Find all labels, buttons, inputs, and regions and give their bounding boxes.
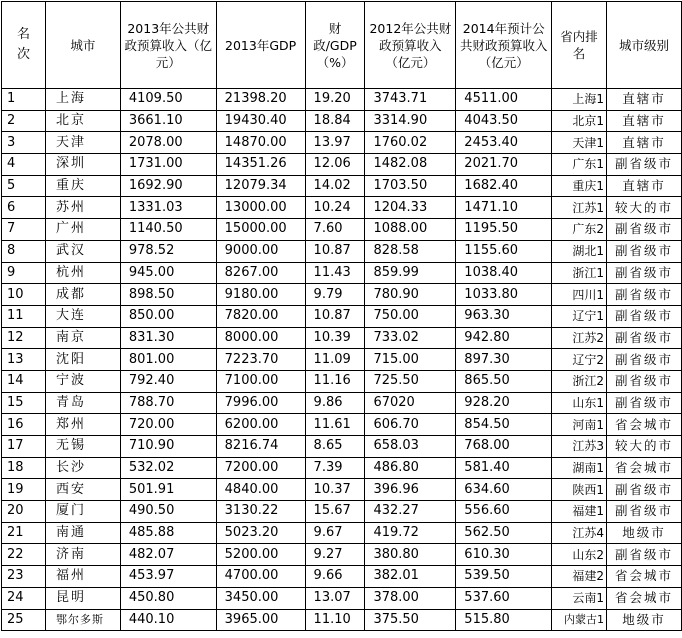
province-rank-cell: 江苏3 xyxy=(552,436,607,458)
table-row xyxy=(2,587,682,609)
gdp-2013-cell: 8216.74 xyxy=(216,436,305,458)
header-gdp-2013: 2013年GDP xyxy=(216,2,305,89)
revenue-2014-cell: 539.50 xyxy=(456,566,552,588)
province-rank-cell: 北京1 xyxy=(552,110,607,132)
city-cell: 长沙 xyxy=(45,457,120,479)
revenue-2012-cell: 67020 xyxy=(365,392,456,414)
rank-cell: 1 xyxy=(2,89,46,111)
city-cell: 天津 xyxy=(45,132,120,154)
city-cell: 北京 xyxy=(45,110,120,132)
city-level-cell: 副省级市 xyxy=(607,544,682,566)
rank-cell: 9 xyxy=(2,262,46,284)
table-row xyxy=(2,609,682,630)
ratio-cell: 12.06 xyxy=(305,154,365,176)
gdp-2013-cell: 14870.00 xyxy=(216,132,305,154)
rank-cell: 16 xyxy=(2,414,46,436)
table-row xyxy=(2,370,682,392)
revenue-2013-cell: 4109.50 xyxy=(120,89,216,111)
city-cell: 西安 xyxy=(45,479,120,501)
revenue-2012-cell: 396.96 xyxy=(365,479,456,501)
city-level-cell: 副省级市 xyxy=(607,284,682,306)
city-level-cell: 省会城市 xyxy=(607,414,682,436)
city-level-cell: 副省级市 xyxy=(607,370,682,392)
revenue-2014-cell: 854.50 xyxy=(456,414,552,436)
table-row xyxy=(2,89,682,111)
revenue-2012-cell: 725.50 xyxy=(365,370,456,392)
city-cell: 鄂尔多斯 xyxy=(45,609,120,630)
revenue-2014-cell: 537.60 xyxy=(456,587,552,609)
ratio-cell: 10.37 xyxy=(305,479,365,501)
rank-cell: 7 xyxy=(2,219,46,241)
revenue-2013-cell: 831.30 xyxy=(120,327,216,349)
revenue-2013-cell: 898.50 xyxy=(120,284,216,306)
rank-cell: 10 xyxy=(2,284,46,306)
revenue-2013-cell: 532.02 xyxy=(120,457,216,479)
revenue-2014-cell: 2453.40 xyxy=(456,132,552,154)
revenue-2012-cell: 3314.90 xyxy=(365,110,456,132)
gdp-2013-cell: 7996.00 xyxy=(216,392,305,414)
revenue-2013-cell: 1692.90 xyxy=(120,175,216,197)
ratio-cell: 10.87 xyxy=(305,305,365,327)
province-rank-cell: 重庆1 xyxy=(552,175,607,197)
rank-cell: 12 xyxy=(2,327,46,349)
table-row xyxy=(2,305,682,327)
rank-cell: 19 xyxy=(2,479,46,501)
city-cell: 大连 xyxy=(45,305,120,327)
revenue-2013-cell: 485.88 xyxy=(120,522,216,544)
gdp-2013-cell: 8267.00 xyxy=(216,262,305,284)
gdp-2013-cell: 9180.00 xyxy=(216,284,305,306)
revenue-2014-cell: 1033.80 xyxy=(456,284,552,306)
header-revenue-2013: 2013年公共财政预算收入（亿元） xyxy=(120,2,216,89)
table-row xyxy=(2,240,682,262)
revenue-2012-cell: 715.00 xyxy=(365,349,456,371)
ratio-cell: 18.84 xyxy=(305,110,365,132)
city-cell: 宁波 xyxy=(45,370,120,392)
province-rank-cell: 河南1 xyxy=(552,414,607,436)
revenue-2013-cell: 450.80 xyxy=(120,587,216,609)
province-rank-cell: 湖南1 xyxy=(552,457,607,479)
header-row xyxy=(2,2,682,89)
rank-cell: 11 xyxy=(2,305,46,327)
gdp-2013-cell: 7223.70 xyxy=(216,349,305,371)
gdp-2013-cell: 3965.00 xyxy=(216,609,305,630)
city-level-cell: 副省级市 xyxy=(607,305,682,327)
revenue-2014-cell: 581.40 xyxy=(456,457,552,479)
city-level-cell: 副省级市 xyxy=(607,262,682,284)
city-cell: 福州 xyxy=(45,566,120,588)
ratio-cell: 7.39 xyxy=(305,457,365,479)
ratio-cell: 11.16 xyxy=(305,370,365,392)
province-rank-cell: 山东1 xyxy=(552,392,607,414)
revenue-2012-cell: 1760.02 xyxy=(365,132,456,154)
gdp-2013-cell: 21398.20 xyxy=(216,89,305,111)
city-cell: 杭州 xyxy=(45,262,120,284)
city-level-cell: 副省级市 xyxy=(607,501,682,523)
table-row xyxy=(2,262,682,284)
province-rank-cell: 陕西1 xyxy=(552,479,607,501)
gdp-2013-cell: 19430.40 xyxy=(216,110,305,132)
table-row xyxy=(2,349,682,371)
rank-cell: 13 xyxy=(2,349,46,371)
city-cell: 重庆 xyxy=(45,175,120,197)
revenue-2014-cell: 562.50 xyxy=(456,522,552,544)
ratio-cell: 10.39 xyxy=(305,327,365,349)
rank-cell: 21 xyxy=(2,522,46,544)
revenue-2014-cell: 963.30 xyxy=(456,305,552,327)
city-cell: 郑州 xyxy=(45,414,120,436)
city-level-cell: 较大的市 xyxy=(607,436,682,458)
revenue-2013-cell: 453.97 xyxy=(120,566,216,588)
city-level-cell: 直辖市 xyxy=(607,132,682,154)
ratio-cell: 10.87 xyxy=(305,240,365,262)
rank-cell: 24 xyxy=(2,587,46,609)
table-row xyxy=(2,457,682,479)
rank-cell: 23 xyxy=(2,566,46,588)
table-row xyxy=(2,197,682,219)
province-rank-cell: 湖北1 xyxy=(552,240,607,262)
revenue-2013-cell: 1140.50 xyxy=(120,219,216,241)
city-cell: 济南 xyxy=(45,544,120,566)
gdp-2013-cell: 5023.20 xyxy=(216,522,305,544)
gdp-2013-cell: 14351.26 xyxy=(216,154,305,176)
rank-cell: 2 xyxy=(2,110,46,132)
ratio-cell: 11.09 xyxy=(305,349,365,371)
header-province-rank: 省内排名 xyxy=(552,2,607,89)
revenue-2014-cell: 515.80 xyxy=(456,609,552,630)
city-cell: 昆明 xyxy=(45,587,120,609)
ratio-cell: 9.67 xyxy=(305,522,365,544)
province-rank-cell: 福建2 xyxy=(552,566,607,588)
gdp-2013-cell: 6200.00 xyxy=(216,414,305,436)
city-level-cell: 副省级市 xyxy=(607,240,682,262)
revenue-2014-cell: 610.30 xyxy=(456,544,552,566)
revenue-2013-cell: 2078.00 xyxy=(120,132,216,154)
revenue-2013-cell: 1731.00 xyxy=(120,154,216,176)
city-level-cell: 副省级市 xyxy=(607,219,682,241)
city-level-cell: 地级市 xyxy=(607,522,682,544)
header-revenue-2014: 2014年预计公共财政预算收入（亿元） xyxy=(456,2,552,89)
rank-cell: 14 xyxy=(2,370,46,392)
header-ratio: 财政/GDP（%） xyxy=(305,2,365,89)
revenue-2012-cell: 1703.50 xyxy=(365,175,456,197)
city-level-cell: 地级市 xyxy=(607,609,682,630)
revenue-2012-cell: 780.90 xyxy=(365,284,456,306)
revenue-2014-cell: 942.80 xyxy=(456,327,552,349)
province-rank-cell: 浙江1 xyxy=(552,262,607,284)
city-cell: 沈阳 xyxy=(45,349,120,371)
rank-cell: 15 xyxy=(2,392,46,414)
province-rank-cell: 江苏2 xyxy=(552,327,607,349)
city-cell: 武汉 xyxy=(45,240,120,262)
province-rank-cell: 江苏1 xyxy=(552,197,607,219)
city-level-cell: 直辖市 xyxy=(607,89,682,111)
revenue-2013-cell: 1331.03 xyxy=(120,197,216,219)
ratio-cell: 11.61 xyxy=(305,414,365,436)
ratio-cell: 15.67 xyxy=(305,501,365,523)
table-row xyxy=(2,132,682,154)
revenue-2014-cell: 1038.40 xyxy=(456,262,552,284)
gdp-2013-cell: 7820.00 xyxy=(216,305,305,327)
revenue-2013-cell: 945.00 xyxy=(120,262,216,284)
city-level-cell: 副省级市 xyxy=(607,392,682,414)
gdp-2013-cell: 7200.00 xyxy=(216,457,305,479)
revenue-2013-cell: 501.91 xyxy=(120,479,216,501)
revenue-2012-cell: 378.00 xyxy=(365,587,456,609)
table-row xyxy=(2,284,682,306)
revenue-2013-cell: 710.90 xyxy=(120,436,216,458)
revenue-2012-cell: 380.80 xyxy=(365,544,456,566)
province-rank-cell: 辽宁2 xyxy=(552,349,607,371)
revenue-2012-cell: 828.58 xyxy=(365,240,456,262)
city-level-cell: 较大的市 xyxy=(607,197,682,219)
header-city-level: 城市级别 xyxy=(607,2,682,89)
revenue-2014-cell: 1682.40 xyxy=(456,175,552,197)
rank-cell: 4 xyxy=(2,154,46,176)
rank-cell: 22 xyxy=(2,544,46,566)
city-cell: 南通 xyxy=(45,522,120,544)
province-rank-cell: 广东1 xyxy=(552,154,607,176)
gdp-2013-cell: 5200.00 xyxy=(216,544,305,566)
city-level-cell: 省会城市 xyxy=(607,457,682,479)
province-rank-cell: 江苏4 xyxy=(552,522,607,544)
city-cell: 苏州 xyxy=(45,197,120,219)
revenue-2012-cell: 750.00 xyxy=(365,305,456,327)
city-cell: 深圳 xyxy=(45,154,120,176)
rank-cell: 18 xyxy=(2,457,46,479)
province-rank-cell: 山东2 xyxy=(552,544,607,566)
revenue-2014-cell: 2021.70 xyxy=(456,154,552,176)
revenue-2012-cell: 419.72 xyxy=(365,522,456,544)
ratio-cell: 7.60 xyxy=(305,219,365,241)
table-row xyxy=(2,110,682,132)
header-revenue-2012: 2012年公共财政预算收入（亿元） xyxy=(365,2,456,89)
revenue-2014-cell: 634.60 xyxy=(456,479,552,501)
ratio-cell: 11.43 xyxy=(305,262,365,284)
revenue-2012-cell: 486.80 xyxy=(365,457,456,479)
revenue-2012-cell: 606.70 xyxy=(365,414,456,436)
ratio-cell: 11.10 xyxy=(305,609,365,630)
ratio-cell: 8.65 xyxy=(305,436,365,458)
revenue-2012-cell: 1088.00 xyxy=(365,219,456,241)
table-row xyxy=(2,392,682,414)
revenue-2014-cell: 928.20 xyxy=(456,392,552,414)
rank-cell: 8 xyxy=(2,240,46,262)
gdp-2013-cell: 15000.00 xyxy=(216,219,305,241)
revenue-2014-cell: 1471.10 xyxy=(456,197,552,219)
revenue-2012-cell: 375.50 xyxy=(365,609,456,630)
ratio-cell: 9.79 xyxy=(305,284,365,306)
rank-cell: 3 xyxy=(2,132,46,154)
province-rank-cell: 四川1 xyxy=(552,284,607,306)
city-cell: 南京 xyxy=(45,327,120,349)
rank-cell: 17 xyxy=(2,436,46,458)
gdp-2013-cell: 13000.00 xyxy=(216,197,305,219)
province-rank-cell: 云南1 xyxy=(552,587,607,609)
header-city: 城市 xyxy=(45,2,120,89)
city-cell: 无锡 xyxy=(45,436,120,458)
revenue-2014-cell: 1155.60 xyxy=(456,240,552,262)
gdp-2013-cell: 4840.00 xyxy=(216,479,305,501)
revenue-2014-cell: 556.60 xyxy=(456,501,552,523)
city-cell: 广州 xyxy=(45,219,120,241)
city-cell: 成都 xyxy=(45,284,120,306)
province-rank-cell: 浙江2 xyxy=(552,370,607,392)
revenue-2013-cell: 850.00 xyxy=(120,305,216,327)
table-row xyxy=(2,566,682,588)
gdp-2013-cell: 12079.34 xyxy=(216,175,305,197)
city-level-cell: 直辖市 xyxy=(607,175,682,197)
rank-cell: 20 xyxy=(2,501,46,523)
city-level-cell: 省会城市 xyxy=(607,587,682,609)
rank-cell: 6 xyxy=(2,197,46,219)
city-cell: 厦门 xyxy=(45,501,120,523)
revenue-2014-cell: 865.50 xyxy=(456,370,552,392)
city-revenue-table xyxy=(1,1,682,631)
revenue-2012-cell: 859.99 xyxy=(365,262,456,284)
city-level-cell: 副省级市 xyxy=(607,479,682,501)
revenue-2013-cell: 978.52 xyxy=(120,240,216,262)
city-cell: 上海 xyxy=(45,89,120,111)
table-row xyxy=(2,479,682,501)
province-rank-cell: 天津1 xyxy=(552,132,607,154)
province-rank-cell: 上海1 xyxy=(552,89,607,111)
revenue-2012-cell: 382.01 xyxy=(365,566,456,588)
table-row xyxy=(2,436,682,458)
revenue-2013-cell: 720.00 xyxy=(120,414,216,436)
gdp-2013-cell: 9000.00 xyxy=(216,240,305,262)
gdp-2013-cell: 4700.00 xyxy=(216,566,305,588)
province-rank-cell: 内蒙古1 xyxy=(552,609,607,630)
gdp-2013-cell: 3450.00 xyxy=(216,587,305,609)
table-row xyxy=(2,219,682,241)
city-cell: 青岛 xyxy=(45,392,120,414)
revenue-2012-cell: 733.02 xyxy=(365,327,456,349)
ratio-cell: 9.86 xyxy=(305,392,365,414)
gdp-2013-cell: 7100.00 xyxy=(216,370,305,392)
ratio-cell: 10.24 xyxy=(305,197,365,219)
revenue-2014-cell: 897.30 xyxy=(456,349,552,371)
ratio-cell: 13.07 xyxy=(305,587,365,609)
revenue-2012-cell: 432.27 xyxy=(365,501,456,523)
revenue-2012-cell: 1482.08 xyxy=(365,154,456,176)
revenue-2014-cell: 4043.50 xyxy=(456,110,552,132)
province-rank-cell: 辽宁1 xyxy=(552,305,607,327)
city-level-cell: 直辖市 xyxy=(607,110,682,132)
revenue-2013-cell: 788.70 xyxy=(120,392,216,414)
province-rank-cell: 福建1 xyxy=(552,501,607,523)
city-level-cell: 副省级市 xyxy=(607,154,682,176)
province-rank-cell: 广东2 xyxy=(552,219,607,241)
gdp-2013-cell: 3130.22 xyxy=(216,501,305,523)
table-row xyxy=(2,414,682,436)
ratio-cell: 19.20 xyxy=(305,89,365,111)
revenue-2014-cell: 1195.50 xyxy=(456,219,552,241)
revenue-2013-cell: 482.07 xyxy=(120,544,216,566)
revenue-2014-cell: 768.00 xyxy=(456,436,552,458)
ratio-cell: 14.02 xyxy=(305,175,365,197)
rank-cell: 5 xyxy=(2,175,46,197)
revenue-2012-cell: 658.03 xyxy=(365,436,456,458)
city-level-cell: 副省级市 xyxy=(607,327,682,349)
revenue-2013-cell: 440.10 xyxy=(120,609,216,630)
table-row xyxy=(2,175,682,197)
revenue-2013-cell: 490.50 xyxy=(120,501,216,523)
revenue-2013-cell: 792.40 xyxy=(120,370,216,392)
revenue-2013-cell: 801.00 xyxy=(120,349,216,371)
city-level-cell: 省会城市 xyxy=(607,566,682,588)
revenue-2014-cell: 4511.00 xyxy=(456,89,552,111)
ratio-cell: 9.66 xyxy=(305,566,365,588)
table-body xyxy=(2,89,682,631)
table-row xyxy=(2,544,682,566)
header-rank: 名次 xyxy=(2,2,46,89)
table-row xyxy=(2,522,682,544)
table-row xyxy=(2,501,682,523)
ratio-cell: 13.97 xyxy=(305,132,365,154)
rank-cell: 25 xyxy=(2,609,46,630)
table-row xyxy=(2,327,682,349)
gdp-2013-cell: 8000.00 xyxy=(216,327,305,349)
ratio-cell: 9.27 xyxy=(305,544,365,566)
revenue-2012-cell: 3743.71 xyxy=(365,89,456,111)
revenue-2013-cell: 3661.10 xyxy=(120,110,216,132)
table-row xyxy=(2,154,682,176)
city-level-cell: 副省级市 xyxy=(607,349,682,371)
revenue-2012-cell: 1204.33 xyxy=(365,197,456,219)
